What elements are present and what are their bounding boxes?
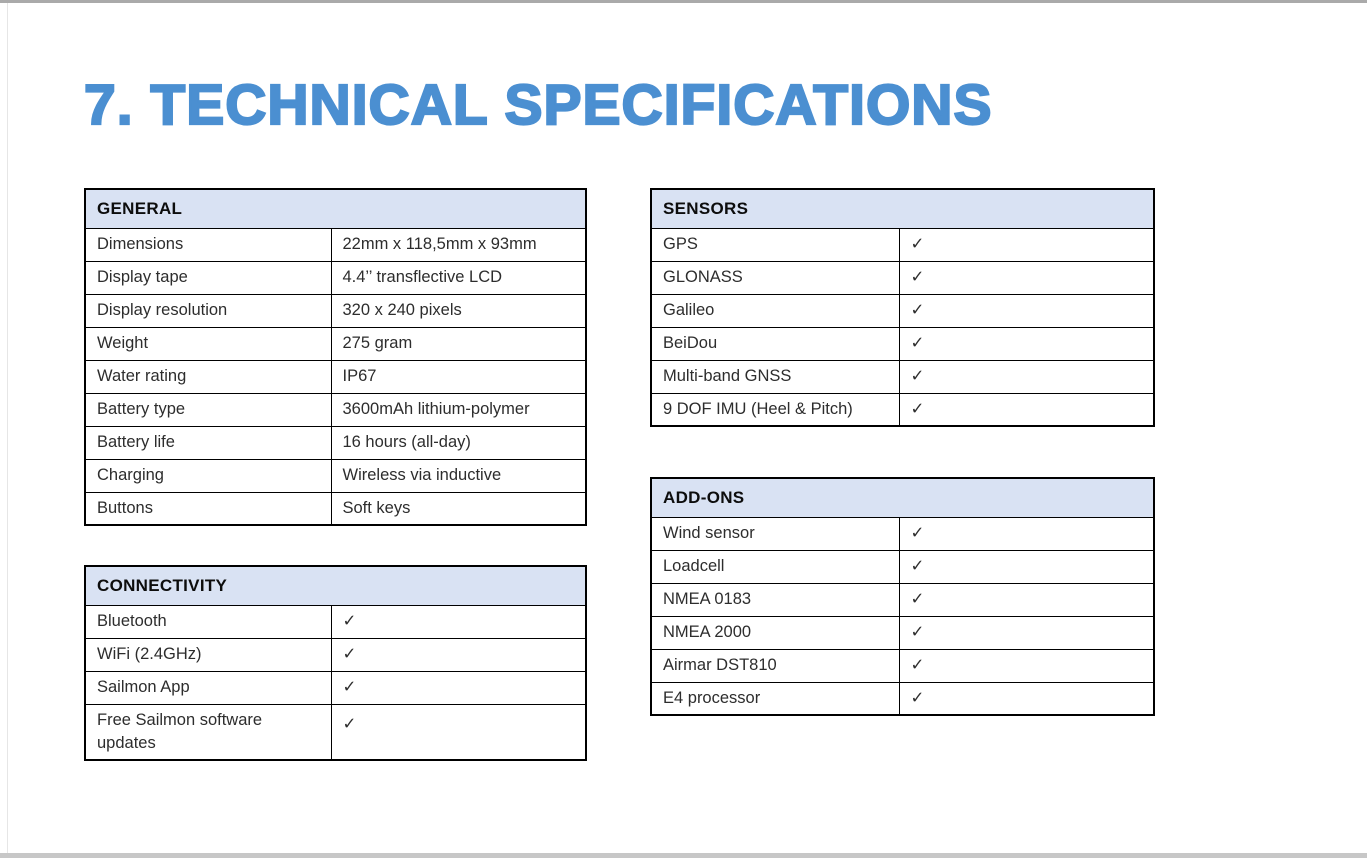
spec-label: Charging: [85, 459, 331, 492]
checkmark-icon: ✓: [899, 550, 1154, 583]
table-row: [85, 492, 586, 525]
page-left-edge: [7, 3, 8, 853]
spec-value: 22mm x 118,5mm x 93mm: [331, 228, 586, 261]
addons-table: [650, 477, 1155, 716]
table-row: [651, 583, 1154, 616]
spec-label: E4 processor: [651, 682, 899, 715]
addons-table-header: ADD-ONS: [651, 478, 1154, 517]
checkmark-icon: ✓: [331, 605, 586, 638]
checkmark-icon: ✓: [899, 360, 1154, 393]
table-row: [651, 294, 1154, 327]
table-header-row: [85, 189, 586, 228]
connectivity-table: [84, 565, 587, 761]
table-row: [85, 426, 586, 459]
table-row: [85, 294, 586, 327]
spec-label: Water rating: [85, 360, 331, 393]
table-row: [651, 228, 1154, 261]
checkmark-icon: ✓: [899, 517, 1154, 550]
spec-label: Bluetooth: [85, 605, 331, 638]
spec-label: GLONASS: [651, 261, 899, 294]
spec-label: NMEA 0183: [651, 583, 899, 616]
checkmark-icon: ✓: [899, 228, 1154, 261]
spec-value: 275 gram: [331, 327, 586, 360]
spec-label: Buttons: [85, 492, 331, 525]
table-row: [85, 459, 586, 492]
table-row: [85, 228, 586, 261]
spec-label: Free Sailmon software updates: [85, 704, 331, 760]
table-row: [651, 517, 1154, 550]
spec-label: WiFi (2.4GHz): [85, 638, 331, 671]
checkmark-icon: ✓: [331, 671, 586, 704]
checkmark-icon: ✓: [899, 393, 1154, 426]
table-header-row: [651, 478, 1154, 517]
checkmark-icon: ✓: [331, 704, 586, 760]
table-header-row: [85, 566, 586, 605]
spec-label: Multi-band GNSS: [651, 360, 899, 393]
spec-label: Weight: [85, 327, 331, 360]
connectivity-table-header: CONNECTIVITY: [85, 566, 586, 605]
spec-value: Soft keys: [331, 492, 586, 525]
page-title: 7. TECHNICAL SPECIFICATIONS: [84, 73, 993, 137]
page-bottom-edge: [0, 853, 1367, 858]
sensors-table: [650, 188, 1155, 427]
spec-value: 4.4’’ transflective LCD: [331, 261, 586, 294]
table-row: [85, 360, 586, 393]
spec-label: Display tape: [85, 261, 331, 294]
spec-label: Dimensions: [85, 228, 331, 261]
table-row: [85, 671, 586, 704]
table-row: [651, 682, 1154, 715]
spec-label: Battery type: [85, 393, 331, 426]
spec-label: Airmar DST810: [651, 649, 899, 682]
checkmark-icon: ✓: [899, 294, 1154, 327]
spec-label: Loadcell: [651, 550, 899, 583]
table-row: [651, 616, 1154, 649]
table-row: [651, 393, 1154, 426]
spec-value: 16 hours (all-day): [331, 426, 586, 459]
table-row: [651, 261, 1154, 294]
table-row: [651, 550, 1154, 583]
checkmark-icon: ✓: [899, 616, 1154, 649]
checkmark-icon: ✓: [899, 682, 1154, 715]
checkmark-icon: ✓: [899, 327, 1154, 360]
spec-label: GPS: [651, 228, 899, 261]
table-row: [651, 360, 1154, 393]
spec-label: Wind sensor: [651, 517, 899, 550]
spec-value: Wireless via inductive: [331, 459, 586, 492]
table-row: [651, 649, 1154, 682]
page-top-edge: [0, 0, 1367, 3]
checkmark-icon: ✓: [899, 649, 1154, 682]
spec-label: Sailmon App: [85, 671, 331, 704]
spec-label: Battery life: [85, 426, 331, 459]
checkmark-icon: ✓: [331, 638, 586, 671]
spec-value: 3600mAh lithium-polymer: [331, 393, 586, 426]
table-row: [85, 638, 586, 671]
spec-label: Galileo: [651, 294, 899, 327]
table-row: [85, 393, 586, 426]
table-row: [85, 704, 586, 760]
spec-value: 320 x 240 pixels: [331, 294, 586, 327]
table-row: [85, 261, 586, 294]
table-header-row: [651, 189, 1154, 228]
general-table-header: GENERAL: [85, 189, 586, 228]
spec-label: BeiDou: [651, 327, 899, 360]
table-row: [651, 327, 1154, 360]
spec-label: Display resolution: [85, 294, 331, 327]
table-row: [85, 327, 586, 360]
spec-value: IP67: [331, 360, 586, 393]
spec-label: NMEA 2000: [651, 616, 899, 649]
spec-label: 9 DOF IMU (Heel & Pitch): [651, 393, 899, 426]
checkmark-icon: ✓: [899, 583, 1154, 616]
table-row: [85, 605, 586, 638]
checkmark-icon: ✓: [899, 261, 1154, 294]
sensors-table-header: SENSORS: [651, 189, 1154, 228]
general-table: [84, 188, 587, 526]
